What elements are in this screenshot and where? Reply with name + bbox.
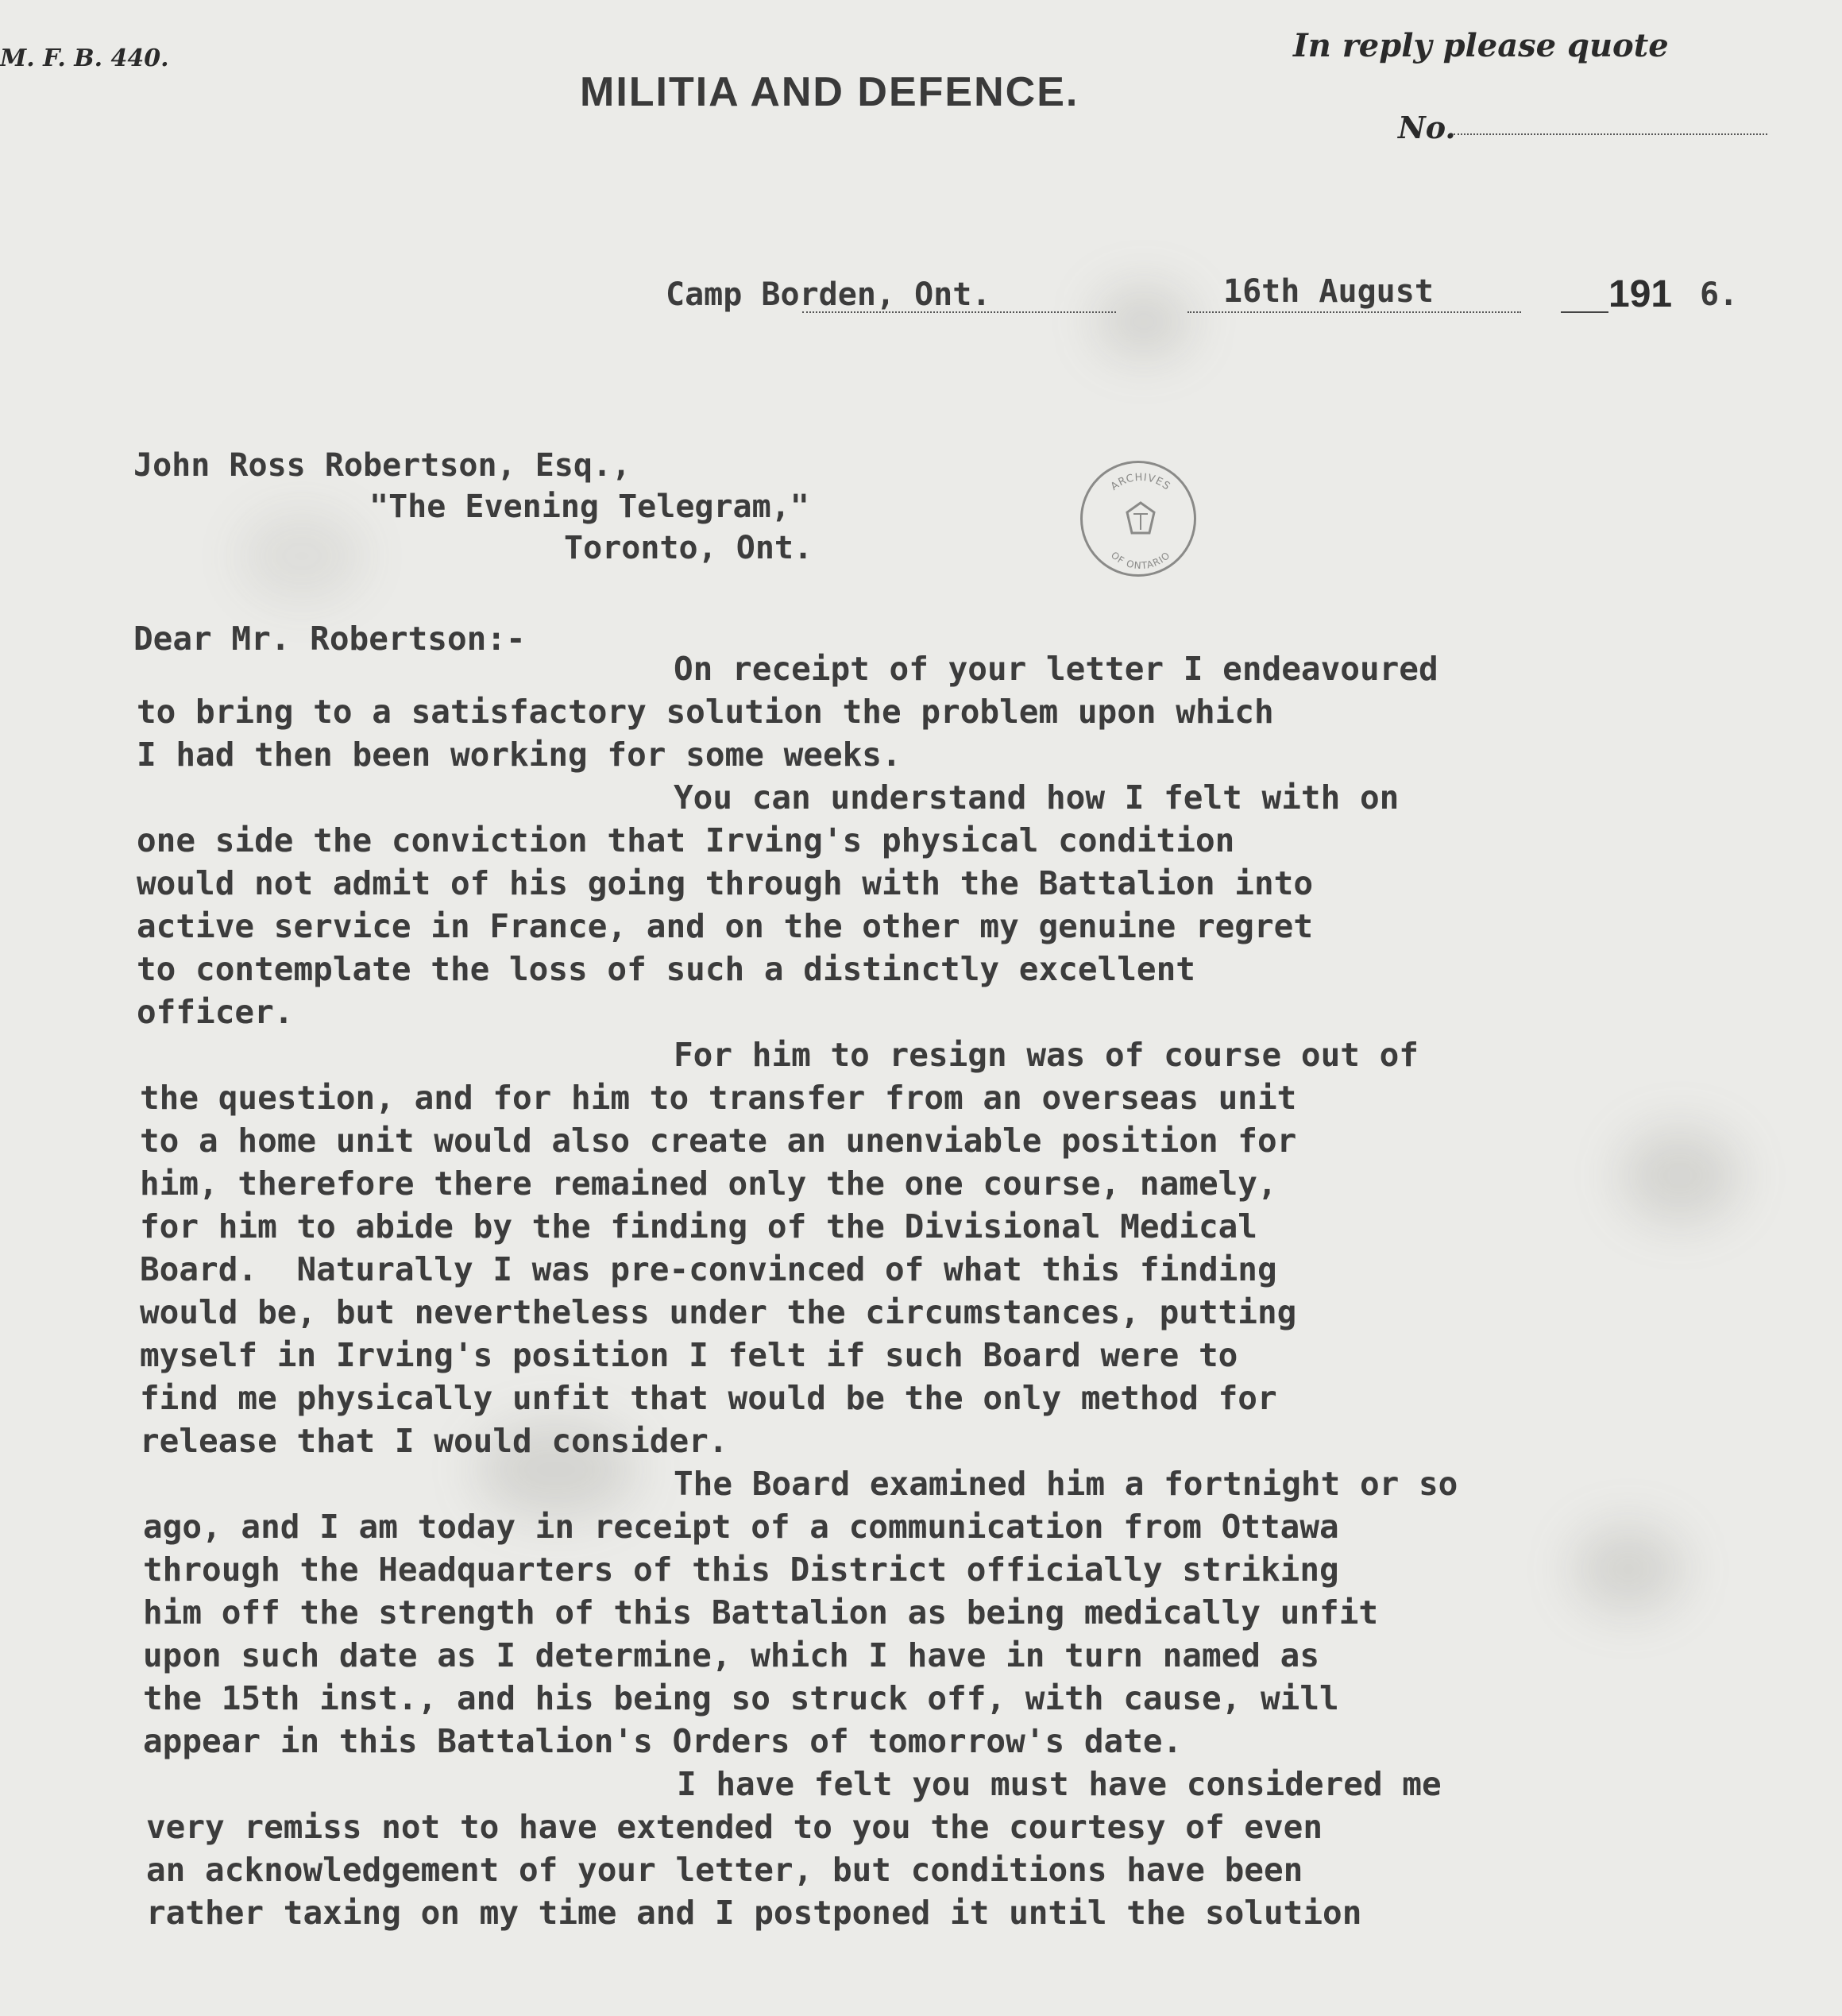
body-line: to a home unit would also create an unenviable position for	[140, 1122, 1297, 1160]
body-line: For him to resign was of course out of	[674, 1036, 1419, 1074]
stain-mark	[1096, 286, 1191, 357]
dateline-year-line	[1561, 311, 1608, 313]
dateline-day: 16th August	[1223, 273, 1434, 310]
body-line: him, therefore there remained only the one course, namely,	[140, 1164, 1277, 1203]
body-line: appear in this Battalion's Orders of tomorrow's date.	[143, 1722, 1183, 1760]
body-line: On receipt of your letter I endeavoured	[674, 650, 1438, 688]
body-line: would be, but nevertheless under the circumstances, putting	[140, 1293, 1297, 1331]
dateline-place-line	[802, 311, 1116, 313]
body-line: to contemplate the loss of such a distinctly excellent	[137, 950, 1195, 988]
body-line: Board. Naturally I was pre-convinced of what this finding	[140, 1250, 1277, 1288]
archives-seal-stamp	[1080, 461, 1196, 577]
body-line: an acknowledgement of your letter, but conditions have been	[146, 1851, 1303, 1889]
stain-mark	[1620, 1128, 1740, 1223]
svg-text:ARCHIVES	[1109, 472, 1172, 493]
seal-text-bottom: OF ONTARIO	[1108, 549, 1173, 572]
body-line: him off the strength of this Battalion as being medically unfit	[143, 1593, 1379, 1632]
body-line: You can understand how I felt with on	[674, 778, 1400, 817]
dateline-year-typed: 6.	[1700, 276, 1739, 313]
address-line-1: John Ross Robertson, Esq.,	[133, 447, 631, 484]
body-line: myself in Irving's position I felt if such Board were to	[140, 1336, 1238, 1374]
body-line: find me physically unfit that would be the only method for	[140, 1379, 1277, 1417]
body-line: rather taxing on my time and I postponed it until the solution	[146, 1894, 1362, 1932]
dateline-year-printed: 191	[1608, 273, 1673, 315]
body-line: ago, and I am today in receipt of a communication from Ottawa	[143, 1508, 1339, 1546]
address-line-3: Toronto, Ont.	[564, 530, 813, 566]
body-line: The Board examined him a fortnight or so	[674, 1465, 1458, 1503]
dateline-place: Camp Borden, Ont.	[666, 276, 991, 313]
department-letterhead: MILITIA AND DEFENCE.	[580, 69, 1079, 115]
reply-number-line	[1454, 133, 1767, 135]
reply-number-label: No.	[1398, 110, 1456, 145]
body-line: I have felt you must have considered me	[677, 1765, 1442, 1803]
salutation: Dear Mr. Robertson:-	[133, 620, 526, 658]
form-code: M. F. B. 440.	[0, 44, 169, 72]
body-line: the 15th inst., and his being so struck off, with cause, will	[143, 1679, 1339, 1717]
body-line: I had then been working for some weeks.	[137, 736, 902, 774]
body-line: through the Headquarters of this District officially striking	[143, 1551, 1339, 1589]
stain-mark	[1573, 1525, 1684, 1612]
body-line: for him to abide by the finding of the Divisional Medical	[140, 1207, 1257, 1246]
body-line: to bring to a satisfactory solution the problem upon which	[137, 693, 1274, 731]
body-line: active service in France, and on the other my genuine regret	[137, 907, 1314, 945]
dateline-day-line	[1187, 311, 1521, 313]
body-line: very remiss not to have extended to you the courtesy of even	[146, 1808, 1323, 1846]
stain-mark	[238, 508, 365, 604]
body-line: release that I would consider.	[140, 1422, 728, 1460]
body-line: upon such date as I determine, which I have in turn named as	[143, 1636, 1320, 1674]
body-line: one side the conviction that Irving's physical condition	[137, 821, 1235, 859]
seal-text-top: ARCHIVES	[1108, 471, 1173, 493]
address-line-2: "The Evening Telegram,"	[369, 489, 809, 525]
body-line: would not admit of his going through with the Battalion into	[137, 864, 1314, 902]
reply-quote-label: In reply please quote	[1293, 27, 1669, 64]
seal-emblem-icon	[1083, 463, 1199, 579]
body-line: the question, and for him to transfer from an overseas unit	[140, 1079, 1297, 1117]
svg-text:OF ONTARIO	[1109, 550, 1172, 571]
body-line: officer.	[137, 993, 294, 1031]
